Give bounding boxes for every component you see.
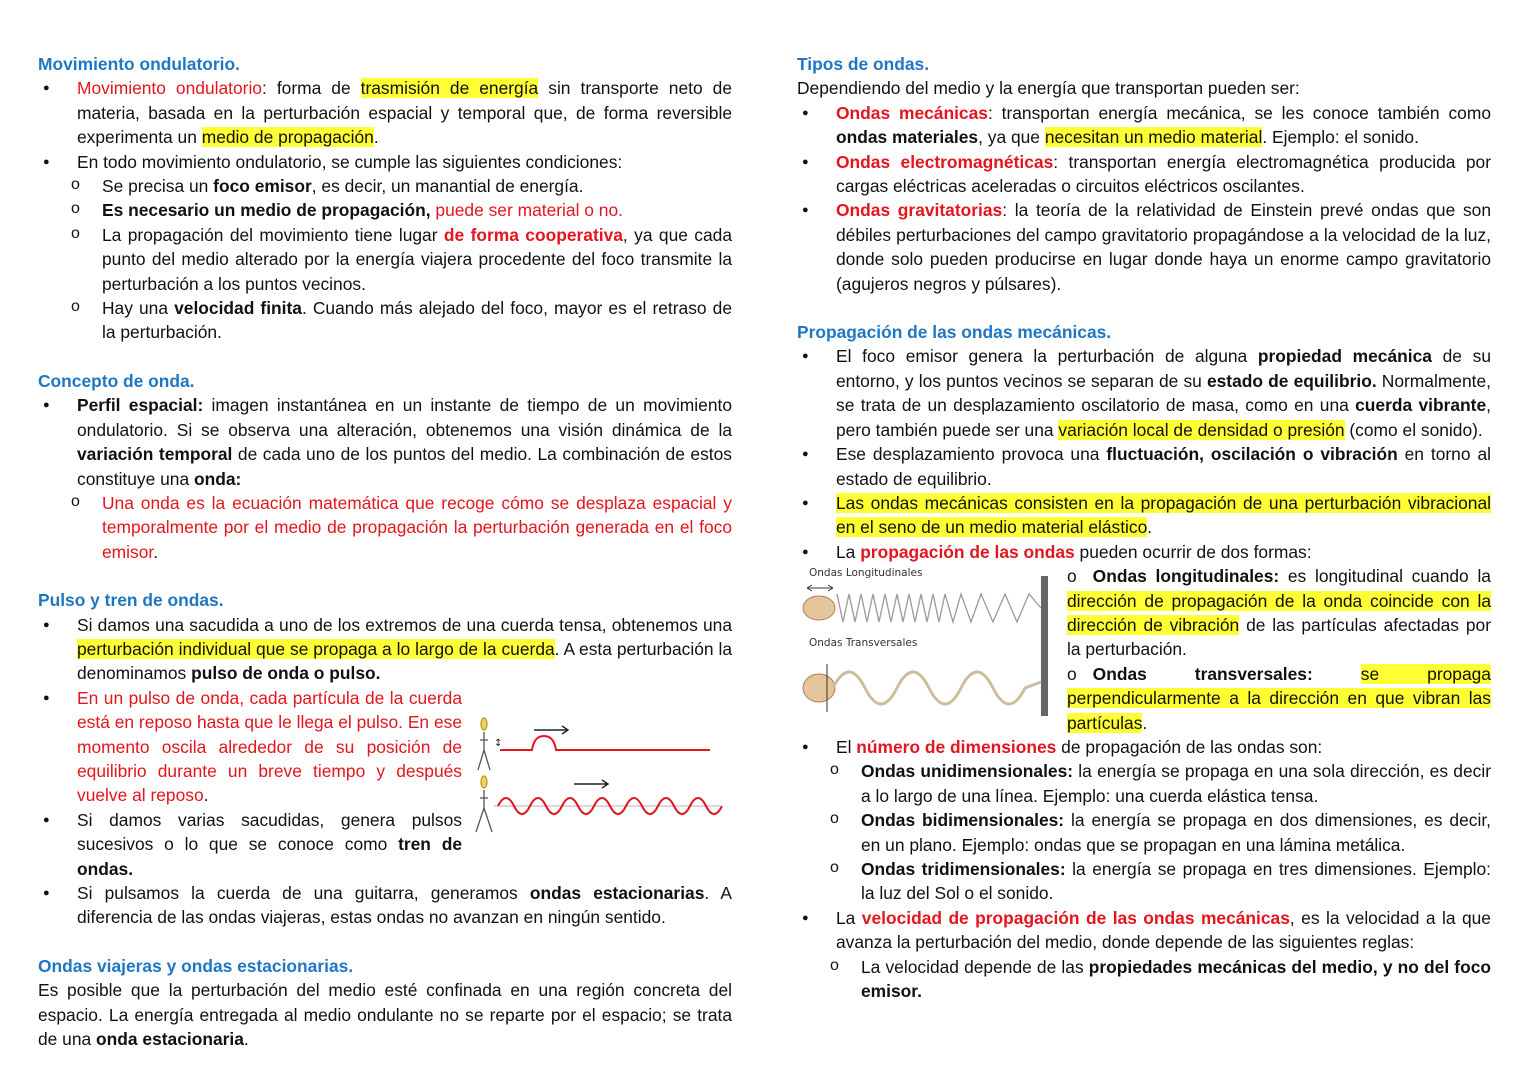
list-item: ● Si damos una sacudida a uno de los extremos de una cuerda tensa, obtenemos una perturbación individual que se propaga a lo largo de la cuerda. A esta perturbación la denominamos pulso de onda o pulso.	[38, 613, 732, 686]
list-item: ● En un pulso de onda, cada partícula de la cuerda está en reposo hasta que le llega el pulso. En ese momento oscila alrededor de su posición de equilibrio durante un breve tiempo y después vuelve al reposo.	[38, 686, 732, 808]
hand-icon	[803, 596, 835, 620]
list-item: ● El foco emisor genera la perturbación de alguna propiedad mecánica de su entorno, y los puntos vecinos se separan de su estado de equilibrio. Normalmente, se trata de un desplazamiento oscilatorio de masa, como en una cuerda vibrante, pero también puede ser una variación local de densidad o presión (como el sonido).	[797, 344, 1491, 442]
transverse-wave	[833, 672, 1041, 704]
list-item: ● La velocidad de propagación de las ondas mecánicas, es la velocidad a la que avanza la perturbación del medio, donde depende de las siguientes reglas:	[797, 906, 1491, 955]
sub-list-item: o Ondas tridimensionales: la energía se propaga en tres dimensiones. Ejemplo: la luz del Sol o el sonido.	[797, 857, 1491, 906]
label-longitudinales: Ondas Longitudinales	[809, 567, 923, 580]
heading-propagacion-ondas-mecanicas: Propagación de las ondas mecánicas.	[797, 322, 1112, 343]
list-item: ● Ondas electromagnéticas: transportan energía electromagnética producida por cargas eléctricas aceleradas o circuitos eléctricos oscilantes.	[797, 150, 1491, 199]
wall-bar	[1041, 576, 1048, 716]
label-transversales: Ondas Transversales	[809, 637, 918, 650]
list-item: ● En todo movimiento ondulatorio, se cumple las siguientes condiciones:	[38, 150, 732, 174]
sub-list-item: o La propagación del movimiento tiene lugar de forma cooperativa, ya que cada punto del medio alterado por la energía viajera procedente del foco transmite la perturbación a los puntos vecinos.	[38, 223, 732, 296]
list-item: ● Ondas mecánicas: transportan energía mecánica, se les conoce también como ondas materiales, ya que necesitan un medio material. Ejemplo: el sonido.	[797, 101, 1491, 150]
left-column	[38, 52, 732, 1051]
list-item: ● El número de dimensiones de propagación de las ondas son:	[797, 735, 1491, 759]
list-item: ● Si pulsamos la cuerda de una guitarra, generamos ondas estacionarias. A diferencia de las ondas viajeras, estas ondas no avanzan en ningún sentido.	[38, 881, 732, 930]
hand-icon	[803, 674, 835, 702]
right-column	[797, 52, 1491, 1003]
sub-list-item: o Se precisa un foco emisor, es decir, un manantial de energía.	[38, 174, 732, 198]
transversal-item: o Ondas transversales: se propaga perpendicularmente a la dirección en que vibran las partículas.	[1067, 663, 1491, 733]
sub-list-item: o Hay una velocidad finita. Cuando más alejado del foco, mayor es el retraso de la perturbación.	[38, 296, 732, 345]
list-item: ● Perfil espacial: imagen instantánea en un instante de tiempo de un movimiento ondulatorio. Si se observa una alteración, obtenemos una visión dinámica de la variación temporal de cada uno de los puntos del medio. La combinación de estos constituye una onda:	[38, 393, 732, 491]
sub-list-item: o Es necesario un medio de propagación, puede ser material o no.	[38, 198, 732, 222]
list-item: ● Las ondas mecánicas consisten en la propagación de una perturbación vibracional en el seno de un medio material elástico.	[797, 491, 1491, 540]
svg-text:↕: ↕	[494, 737, 503, 749]
spring-coil	[837, 594, 1041, 622]
heading-tipos-de-ondas: Tipos de ondas.	[797, 54, 930, 74]
heading-movimiento-ondulatorio: Movimiento ondulatorio.	[38, 54, 240, 74]
heading-ondas-viajeras: Ondas viajeras y ondas estacionarias.	[38, 955, 354, 976]
pulse-section	[38, 686, 732, 881]
heading-concepto-de-onda: Concepto de onda.	[38, 370, 195, 391]
list-item: ● Movimiento ondulatorio: forma de trasmisión de energía sin transporte neto de materia, basada en la perturbación espacial y temporal que, de forma reversible experimenta un medio de propagación.	[38, 76, 732, 149]
list-item: ● La propagación de las ondas pueden ocurrir de dos formas:	[797, 540, 1491, 564]
sub-list-item: o Una onda es la ecuación matemática que recoge cómo se desplaza espacial y temporalmente por el medio de propagación la perturbación generada en el foco emisor.	[38, 491, 732, 564]
longitudinal-item: o Ondas longitudinales: es longitudinal cuando la dirección de propagación de la onda coincide con la dirección de vibración de las partículas afectadas por la perturbación.	[1067, 566, 1491, 660]
list-item: ● Si damos varias sacudidas, genera pulsos sucesivos o lo que se conoce como tren de ondas.	[38, 808, 732, 881]
paragraph: Dependiendo del medio y la energía que transportan pueden ser:	[797, 78, 1300, 99]
sub-list-item: o La velocidad depende de las propiedades mecánicas del medio, y no del foco emisor.	[797, 955, 1491, 1004]
list-item: ● Ondas gravitatorias: la teoría de la relatividad de Einstein prevé ondas que son débiles perturbaciones del campo gravitatorio propagándose a la velocidad de la luz, donde solo pueden producirse en lugar donde haya un enorme campo gravitatorio (agujeros negros y púlsares).	[797, 198, 1491, 296]
sub-list-item: o Ondas bidimensionales: la energía se propaga en dos dimensiones, es decir, en un plano. Ejemplo: ondas que se propagan en una lámina metálica.	[797, 808, 1491, 857]
longitudinal-transversal-figure	[797, 564, 1059, 720]
paragraph: Es posible que la perturbación del medio esté confinada en una región concreta del espacio. La energía entregada al medio ondulante no se reparte por el espacio; se trata de una onda estacionaria.	[38, 980, 732, 1050]
wave-types-section	[797, 564, 1491, 735]
heading-pulso-y-tren: Pulso y tren de ondas.	[38, 590, 224, 611]
list-item: ● Ese desplazamiento provoca una fluctuación, oscilación o vibración en torno al estado de equilibrio.	[797, 442, 1491, 491]
sub-list-item: o Ondas unidimensionales: la energía se propaga en una sola dirección, es decir a lo largo de una línea. Ejemplo: una cuerda elástica tensa.	[797, 759, 1491, 808]
double-arrow-icon	[807, 585, 833, 591]
